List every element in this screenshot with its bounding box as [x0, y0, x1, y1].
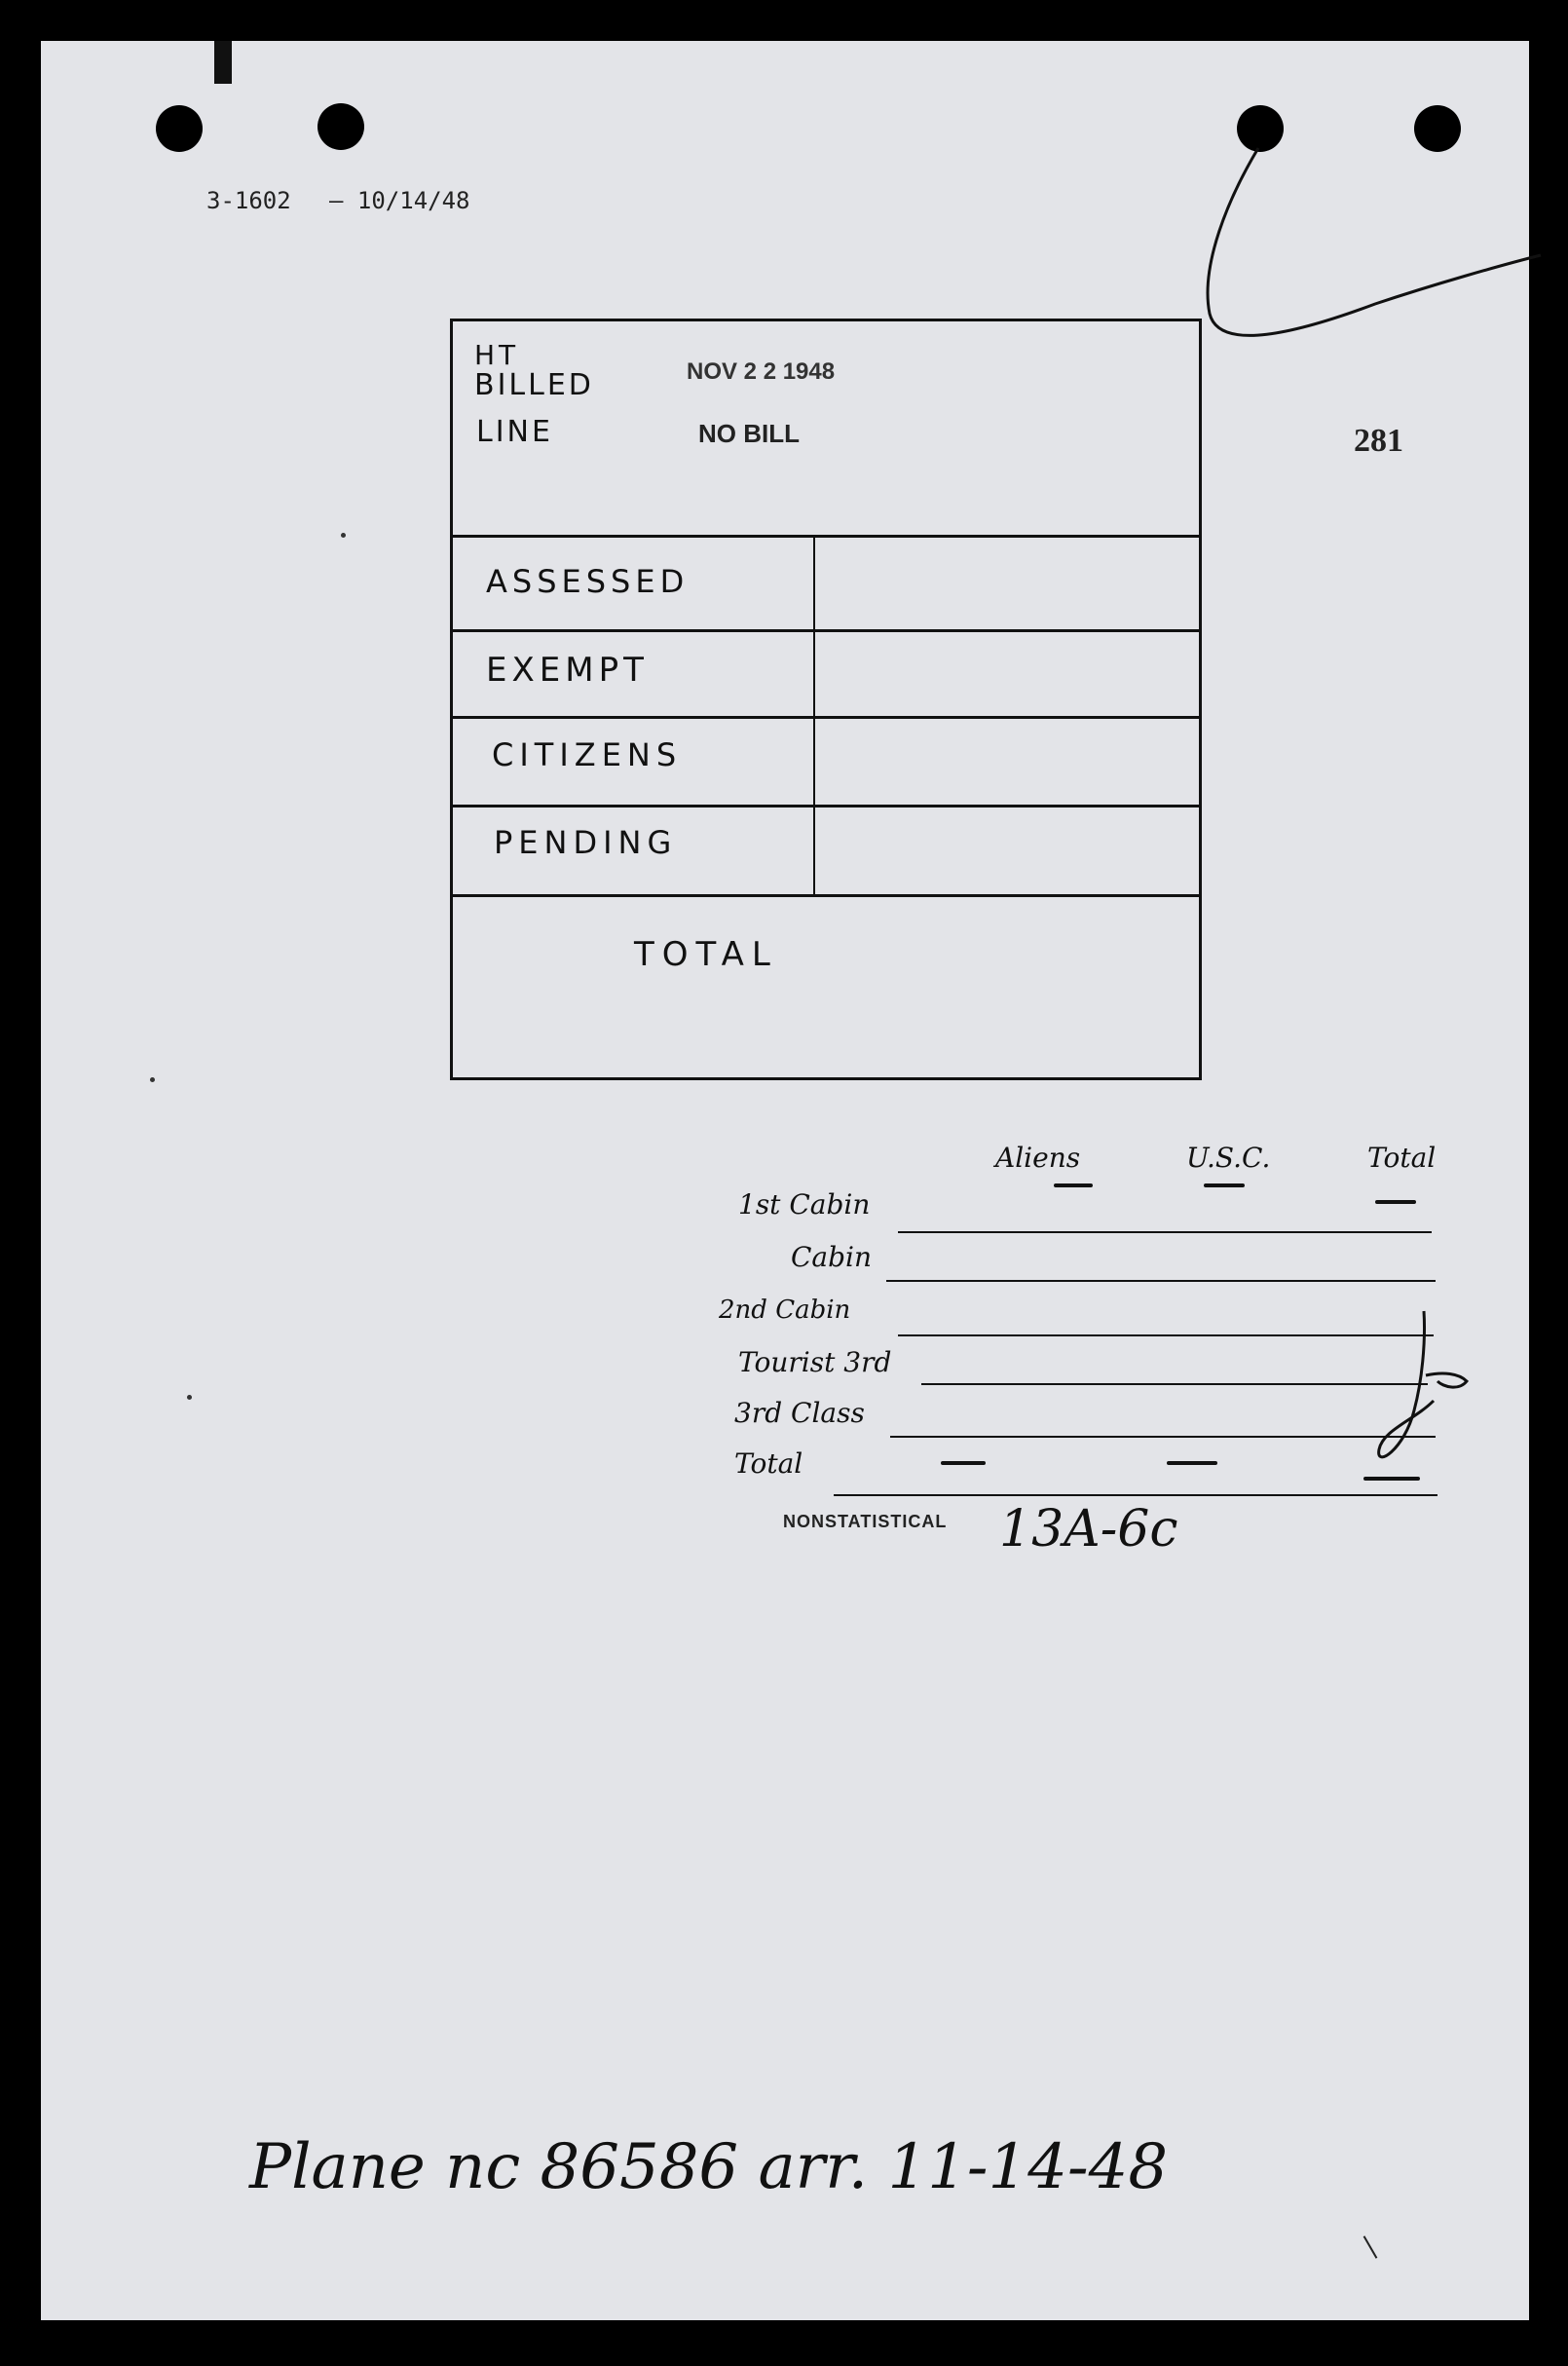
no-bill-stamp: NO BILL [698, 419, 800, 448]
total-label: TOTAL [634, 935, 778, 974]
tally-row-line [886, 1280, 1436, 1282]
tally-row-label: Cabin [791, 1241, 873, 1273]
tally-column-header: Total [1367, 1142, 1437, 1174]
tally-row-label: Tourist 3rd [738, 1346, 892, 1378]
tally-row-label: 3rd Class [734, 1397, 865, 1429]
row-label-citizens: CITIZENS [492, 736, 683, 773]
punch-hole [156, 105, 203, 152]
initials-scribble-icon [1365, 1303, 1473, 1488]
total-dash [1167, 1461, 1217, 1465]
nonstatistical-stamp: NONSTATISTICAL [783, 1512, 948, 1531]
tally-column-header: U.S.C. [1186, 1142, 1271, 1174]
page-number: 281 [1354, 423, 1403, 459]
box-column-divider [813, 538, 815, 894]
box-header-label-line: LINE [476, 415, 553, 449]
total-dash [941, 1461, 986, 1465]
stray-mark [341, 533, 346, 538]
punch-hole [317, 103, 364, 150]
column-header-dash [1375, 1200, 1416, 1204]
tally-row-label: Total [734, 1447, 803, 1480]
tally-row-line [898, 1334, 1434, 1336]
date-stamp: NOV 2 2 1948 [687, 358, 836, 385]
stray-mark [1363, 2235, 1378, 2259]
row-label-assessed: ASSESSED [486, 563, 690, 600]
box-divider [453, 894, 1199, 897]
box-header-label-line: BILLED [474, 368, 594, 402]
stray-mark [187, 1395, 192, 1400]
box-divider [453, 805, 1199, 807]
box-divider [453, 535, 1199, 538]
form-number: 3-1602 [206, 187, 291, 214]
tally-row-line [898, 1231, 1432, 1233]
tally-row-label: 2nd Cabin [719, 1296, 851, 1325]
footer-annotation: Plane nc 86586 arr. 11-14-48 [249, 2131, 1169, 2203]
stray-mark [150, 1077, 155, 1082]
form-date: — 10/14/48 [329, 187, 470, 214]
tally-column-header: Aliens [995, 1142, 1081, 1174]
tally-row-label: 1st Cabin [738, 1188, 871, 1221]
tally-row-line [890, 1436, 1436, 1438]
punch-mark [214, 41, 232, 84]
column-header-dash [1204, 1183, 1245, 1187]
box-header-label-line: HT [474, 339, 520, 371]
column-header-dash [1054, 1183, 1093, 1187]
check-mark-icon [1180, 129, 1550, 392]
row-label-exempt: EXEMPT [486, 651, 649, 690]
billing-box [450, 319, 1202, 1080]
row-label-pending: PENDING [494, 824, 678, 861]
tally-row-line [834, 1494, 1437, 1496]
box-divider [453, 629, 1199, 632]
tally-row-line [921, 1383, 1428, 1385]
box-divider [453, 716, 1199, 719]
document-page [41, 41, 1529, 2320]
classification-code: 13A-6c [999, 1500, 1178, 1559]
